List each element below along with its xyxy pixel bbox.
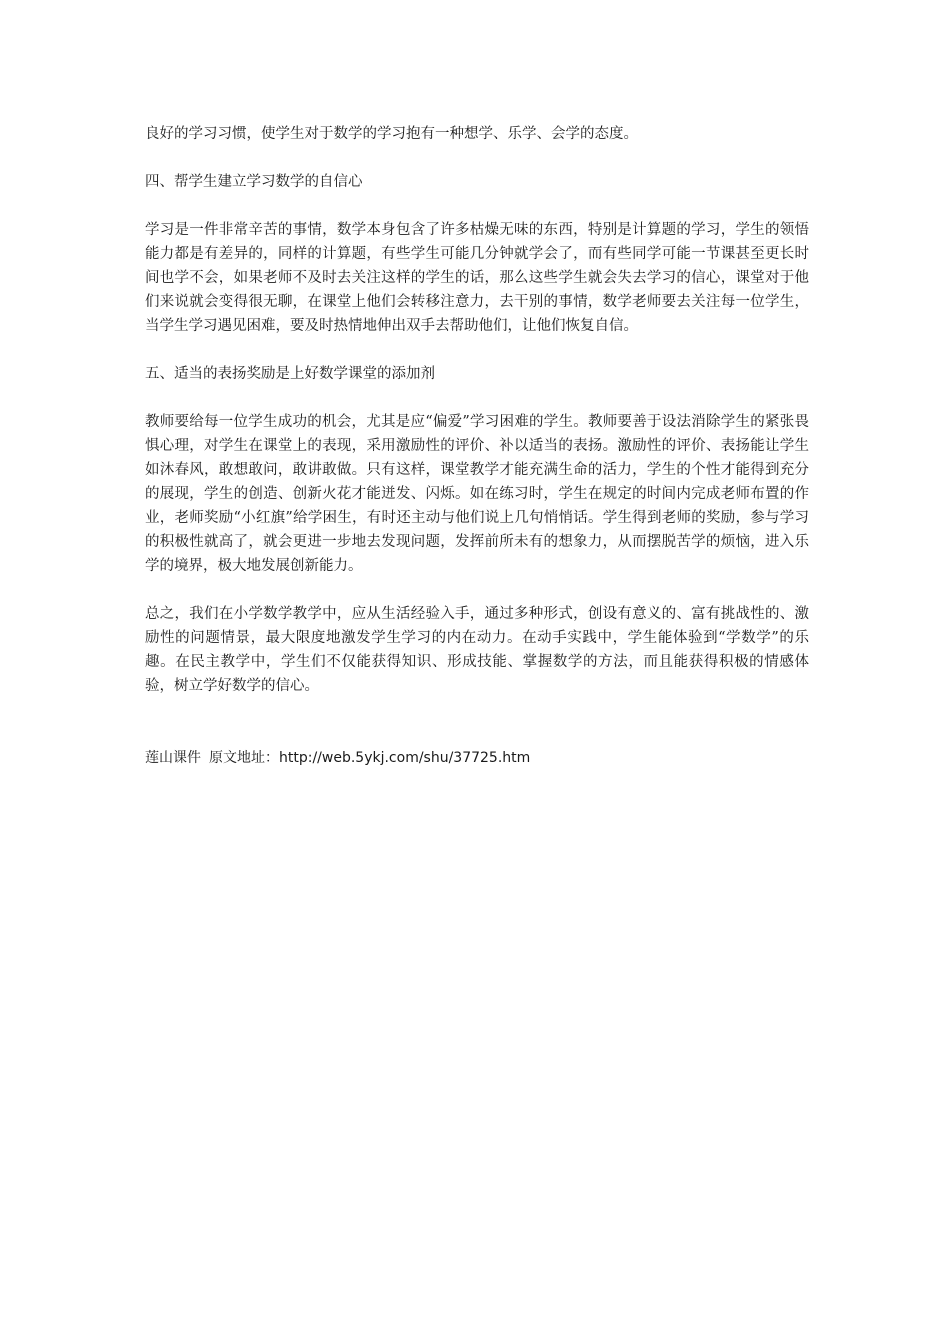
paragraph-conclusion: 总之，我们在小学数学教学中，应从生活经验入手，通过多种形式，创设有意义的、富有挑战性的、激励性的问题情景，最大限度地激发学生学习的内在动力。在动手实践中，学生能体验到“学数学”的乐趣。在民主教学中，学生们不仅能获得知识、形成技能、掌握数学的方法，而且能获得积极的情感体验，树立学好数学的信心。: [145, 606, 809, 694]
source-footer: [145, 746, 809, 770]
heading-section-four: 四、帮学生建立学习数学的自信心: [145, 174, 363, 190]
paragraph-praise: 教师要给每一位学生成功的机会，尤其是应“偏爱”学习困难的学生。教师要善于设法消除学生的紧张畏惧心理，对学生在课堂上的表现，采用激励性的评价、补以适当的表扬。激励性的评价、表扬能让学生如沐春风，敢想敢问，敢讲敢做。只有这样，课堂教学才能充满生命的活力，学生的个性才能得到充分的展现，学生的创造、创新火花才能迸发、闪烁。如在练习时，学生在规定的时间内完成老师布置的作业，老师奖励“小红旗”给学困生，有时还主动与他们说上几句悄悄话。学生得到老师的奖励，参与学习的积极性就高了，就会更进一步地去发现问题，发挥前所未有的想象力，从而摆脱苦学的烦恼，进入乐学的境界，极大地发展创新能力。: [145, 414, 809, 574]
paragraph-confidence: 学习是一件非常辛苦的事情，数学本身包含了许多枯燥无味的东西，特别是计算题的学习，学生的领悟能力都是有差异的，同样的计算题，有些学生可能几分钟就学会了，而有些同学可能一节课甚至更长时间也学不会，如果老师不及时去关注这样的学生的话，那么这些学生就会失去学习的信心，课堂对于他们来说就会变得很无聊，在课堂上他们会转移注意力，去干别的事情，数学老师要去关注每一位学生，当学生学习遇见困难，要及时热情地伸出双手去帮助他们，让他们恢复自信。: [145, 222, 809, 334]
paragraph-study-habits: 良好的学习习惯，使学生对于数学的学习抱有一种想学、乐学、会学的态度。: [145, 126, 638, 142]
heading-section-five: 五、适当的表扬奖励是上好数学课堂的添加剂: [145, 366, 435, 382]
source-name: 莲山课件: [145, 750, 201, 766]
source-url-link[interactable]: http://web.5ykj.com/shu/37725.htm: [279, 750, 531, 766]
source-label: 原文地址：: [209, 750, 279, 766]
document-body: [145, 122, 809, 770]
